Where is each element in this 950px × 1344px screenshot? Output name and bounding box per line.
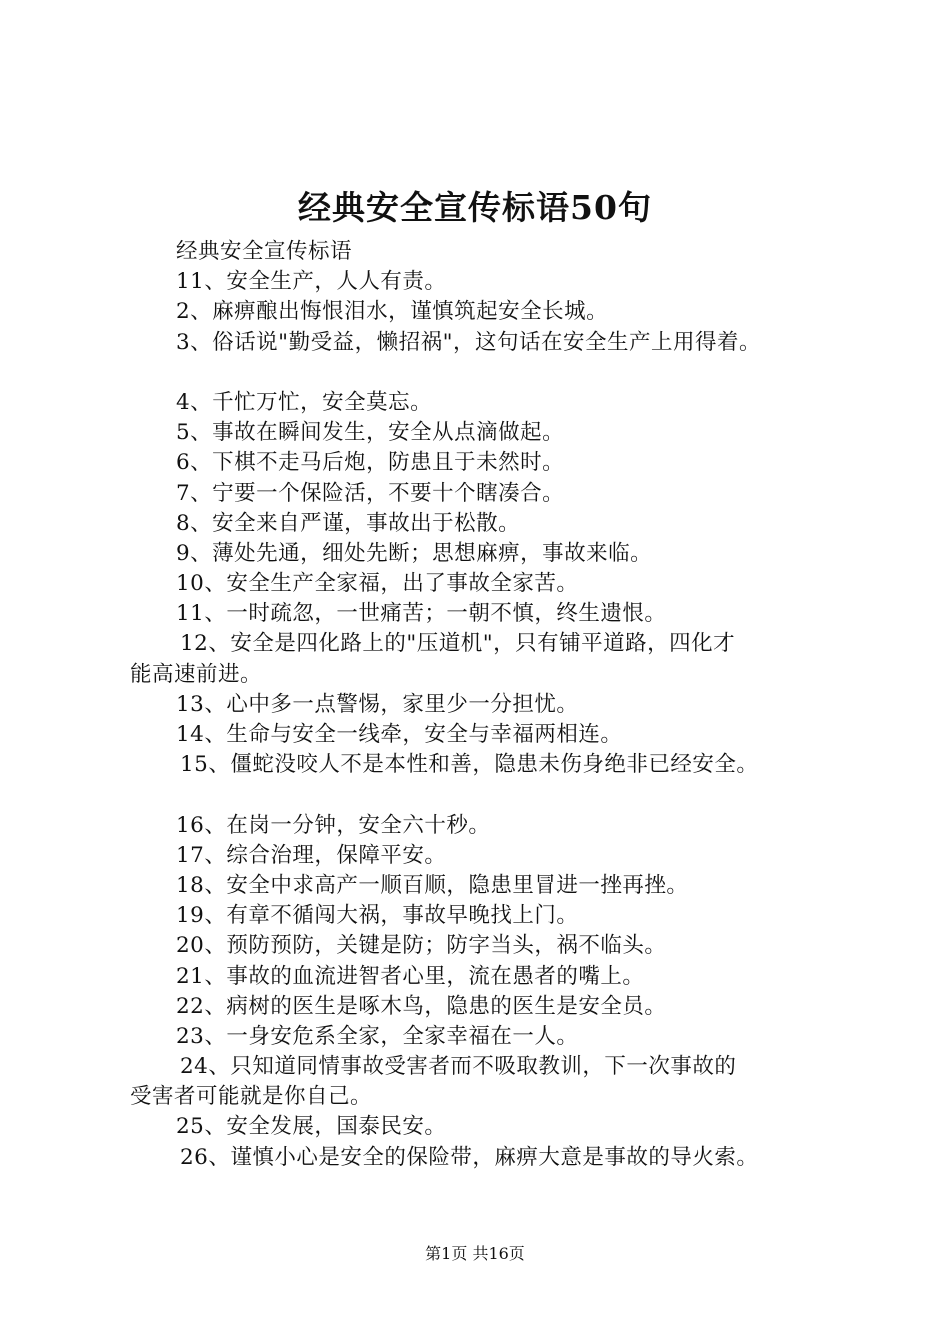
slogan-line: 18、安全中求高产一顺百顺，隐患里冒进一挫再挫。 xyxy=(176,872,689,898)
slogan-line: 24、只知道同情事故受害者而不吸取教训，下一次事故的 xyxy=(180,1054,737,1080)
slogan-line: 8、安全来自严谨，事故出于松散。 xyxy=(176,510,521,536)
slogan-line: 25、安全发展，国泰民安。 xyxy=(176,1114,447,1140)
slogan-line-continuation: 受害者可能就是你自己。 xyxy=(130,1084,373,1110)
blank-line xyxy=(130,780,850,810)
slogan-line: 2、麻痹酿出悔恨泪水，谨慎筑起安全长城。 xyxy=(176,299,609,325)
slogan-line: 11、一时疏忽，一世痛苦；一朝不慎，终生遗恨。 xyxy=(176,601,667,627)
slogan-line: 13、心中多一点警惕，家里少一分担忧。 xyxy=(176,691,579,717)
slogan-line: 5、事故在瞬间发生，安全从点滴做起。 xyxy=(176,420,565,446)
slogan-line: 15、僵蛇没咬人不是本性和善，隐患未伤身绝非已经安全。 xyxy=(180,752,759,778)
slogan-line: 4、千忙万忙，安全莫忘。 xyxy=(176,389,433,415)
slogan-line: 3、俗话说"勤受益，懒招祸"，这句话在安全生产上用得着。 xyxy=(176,329,761,355)
slogan-line: 19、有章不循闯大祸，事故早晚找上门。 xyxy=(176,903,579,929)
slogan-line: 11、安全生产，人人有责。 xyxy=(176,269,447,295)
document-title: 经典安全宣传标语50句 xyxy=(298,188,652,227)
slogan-line: 22、病树的医生是啄木鸟，隐患的医生是安全员。 xyxy=(176,993,667,1019)
slogan-line-continuation: 能高速前进。 xyxy=(130,661,263,687)
blank-line xyxy=(130,358,850,388)
slogan-line: 7、宁要一个保险活，不要十个瞎凑合。 xyxy=(176,480,565,506)
document-body xyxy=(130,237,850,1173)
slogan-line: 12、安全是四化路上的"压道机"，只有铺平道路，四化才 xyxy=(180,631,736,657)
subtitle-line: 经典安全宣传标语 xyxy=(176,239,353,264)
slogan-line: 16、在岗一分钟，安全六十秒。 xyxy=(176,812,491,838)
slogan-line: 21、事故的血流进智者心里，流在愚者的嘴上。 xyxy=(176,963,645,989)
slogan-line: 20、预防预防，关键是防；防字当头，祸不临头。 xyxy=(176,933,667,959)
slogan-line: 14、生命与安全一线牵，安全与幸福两相连。 xyxy=(176,722,623,747)
slogan-line: 17、综合治理，保障平安。 xyxy=(176,842,447,868)
page-number-footer: 第1页 共16页 xyxy=(425,1244,525,1263)
slogan-line: 6、下棋不走马后炮，防患且于未然时。 xyxy=(176,450,565,476)
slogan-line: 23、一身安危系全家，全家幸福在一人。 xyxy=(176,1023,579,1049)
slogan-line: 26、谨慎小心是安全的保险带，麻痹大意是事故的导火索。 xyxy=(180,1144,759,1170)
slogan-line: 10、安全生产全家福，出了事故全家苦。 xyxy=(176,571,579,597)
slogan-line: 9、薄处先通，细处先断；思想麻痹，事故来临。 xyxy=(176,540,653,566)
